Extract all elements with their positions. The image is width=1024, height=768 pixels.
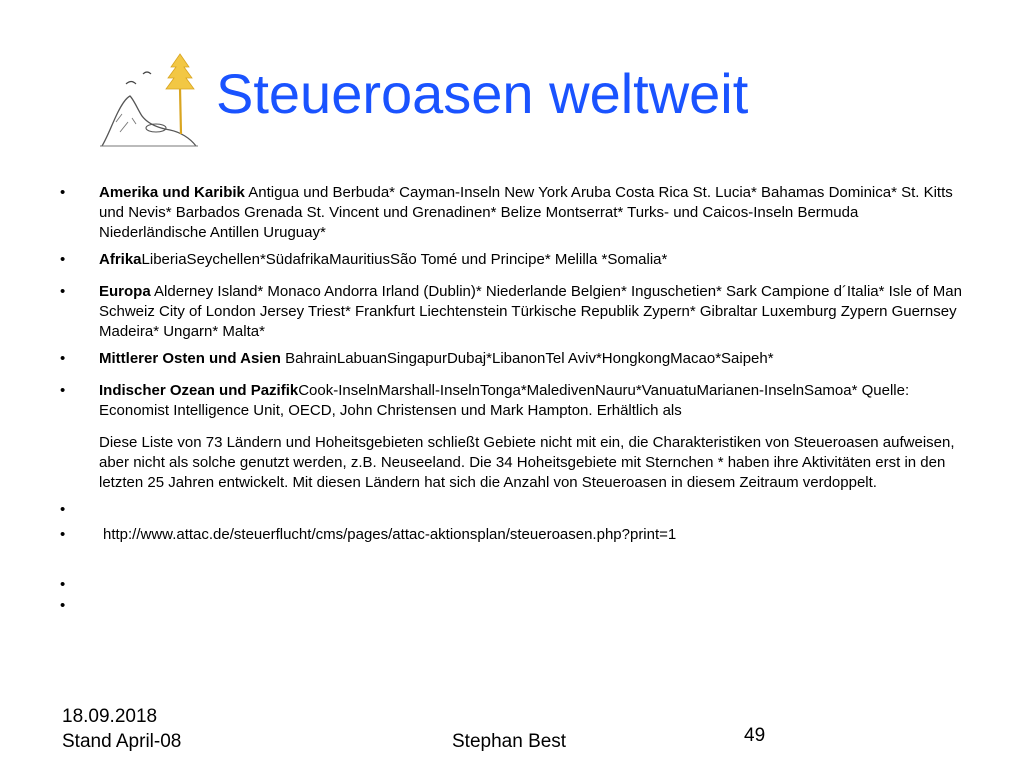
- list-item-empty: [60, 500, 970, 520]
- region-heading: Amerika und Karibik: [99, 184, 245, 201]
- page-number: 49: [744, 725, 766, 746]
- region-heading: Mittlerer Osten und Asien: [99, 350, 281, 367]
- island-logo-icon: [98, 52, 198, 150]
- bullet-list: [60, 183, 970, 616]
- slide-title: Steueroasen weltweit: [216, 62, 749, 125]
- list-item-empty: [60, 575, 970, 595]
- list-paragraph: Diese Liste von 73 Ländern und Hoheitsgebieten schließt Gebiete nicht mit ein, die Charakteristiken von Steueroasen aufweisen, aber nicht als solche genutzt werden, z.B. Neuseeland. Die 34 Hoheitsgebiete mit Sternchen * haben ihre Aktivitäten erst in den letzten 25 Jahren entwickelt. Mit diesen Ländern hat sich die Anzahl von Steueroasen in diesem Zeitraum verdoppelt.: [99, 434, 955, 491]
- region-text: Antigua und Berbuda* Cayman-Inseln New York Aruba Costa Rica St. Lucia* Bahamas Dominica* St. Kitts und Nevis* Barbados Grenada St. Vincent und Grenadinen* Belize Montserrat* Turks- und Caicos-Inseln Bermuda Niederländische Antillen Uruguay*: [99, 184, 953, 241]
- list-item: [60, 183, 970, 243]
- list-item: [60, 349, 970, 369]
- region-text: LiberiaSeychellen*SüdafrikaMauritiusSão Tomé und Principe* Melilla *Somalia*: [141, 251, 668, 268]
- source-link[interactable]: [60, 525, 970, 545]
- footer-date: 18.09.2018: [62, 706, 158, 727]
- list-item-empty: [60, 596, 970, 616]
- list-item: [60, 250, 970, 270]
- list-item: [60, 282, 970, 342]
- region-heading: Afrika: [99, 251, 142, 268]
- source-link-text[interactable]: http://www.attac.de/steuerflucht/cms/pages/attac-aktionsplan/steueroasen.php?print=1: [103, 526, 677, 543]
- region-text: Alderney Island* Monaco Andorra Irland (Dublin)* Niederlande Belgien* Inguschetien* Sark Campione d´Italia* Isle of Man Schweiz City of London Jersey Triest* Frankfurt Liechtenstein Türkische Republik Zypern* Gibraltar Luxemburg Zypern Guernsey Madeira* Ungarn* Malta*: [99, 283, 962, 340]
- list-item: [60, 381, 970, 421]
- footer-author: Stephan Best: [452, 731, 567, 752]
- region-heading: Indischer Ozean und Pazifik: [99, 382, 299, 399]
- region-heading: Europa: [99, 283, 151, 300]
- region-text: BahrainLabuanSingapurDubaj*LibanonTel Aviv*HongkongMacao*Saipeh*: [280, 350, 774, 367]
- footer-stand: Stand April-08: [62, 731, 182, 752]
- region-text: Cook-InselnMarshall-InselnTonga*MaledivenNauru*VanuatuMarianen-InselnSamoa* Quelle: Economist Intelligence Unit, OECD, John Christensen und Mark Hampton. Erhältlich als: [99, 382, 910, 419]
